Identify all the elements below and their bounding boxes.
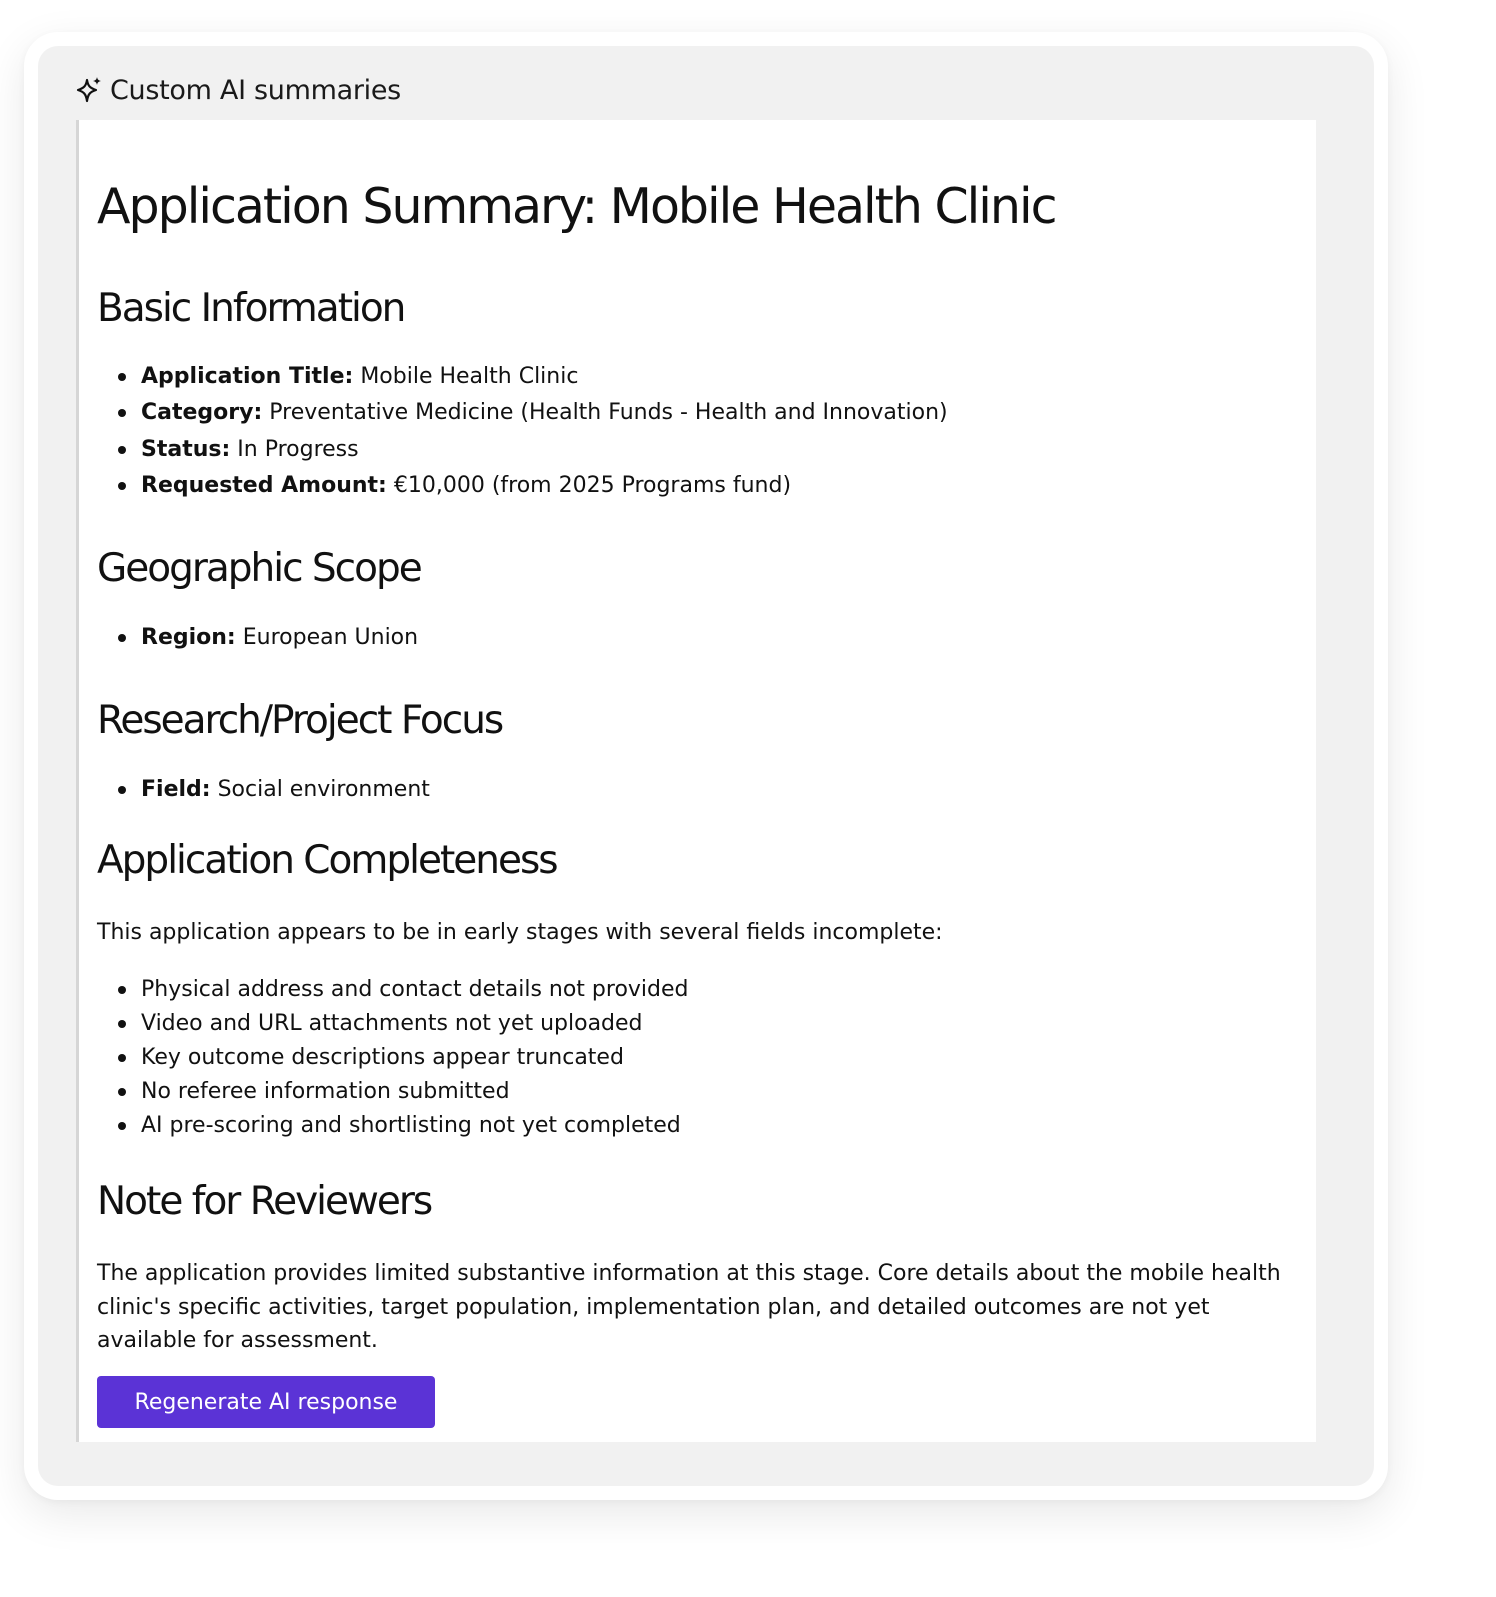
field-label: Requested Amount: xyxy=(141,472,387,498)
field-value: In Progress xyxy=(237,436,359,462)
geographic-scope-list xyxy=(97,620,418,656)
summary-title: Application Summary: Mobile Health Clinic xyxy=(97,178,1056,235)
list-item: AI pre-scoring and shortlisting not yet completed xyxy=(97,1109,689,1143)
reviewer-note-text: The application provides limited substantive information at this stage. Core details about the mobile health clinic's specific activities, target population, implementation plan, and detailed outcomes are not yet available for assessment. xyxy=(97,1261,1281,1353)
basic-info-heading: Basic Information xyxy=(97,286,405,331)
field-label: Application Title: xyxy=(141,364,354,389)
list-item xyxy=(97,772,430,808)
geographic-scope-heading: Geographic Scope xyxy=(97,546,421,591)
field-label: Field: xyxy=(141,777,211,802)
list-item: Key outcome descriptions appear truncated xyxy=(97,1041,689,1075)
list-item xyxy=(97,620,418,656)
field-value: European Union xyxy=(242,625,419,650)
summary-content xyxy=(76,120,1316,1442)
reviewer-note-heading: Note for Reviewers xyxy=(97,1179,432,1224)
regenerate-ai-response-button[interactable]: Regenerate AI response xyxy=(97,1376,435,1428)
field-value: Preventative Medicine (Health Funds - Health and Innovation) xyxy=(269,400,948,426)
completeness-intro: This application appears to be in early stages with several fields incomplete: xyxy=(97,920,943,945)
list-item: No referee information submitted xyxy=(97,1075,689,1109)
panel-header xyxy=(74,70,401,110)
list-item xyxy=(97,395,948,431)
list-item: Physical address and contact details not provided xyxy=(97,973,689,1007)
list-item xyxy=(97,432,948,468)
field-label: Category: xyxy=(141,400,263,426)
completeness-list xyxy=(97,973,689,1143)
panel-title: Custom AI summaries xyxy=(110,74,401,106)
sparkle-icon xyxy=(74,75,104,105)
field-label: Status: xyxy=(141,436,231,462)
list-item xyxy=(97,359,948,395)
list-item: Video and URL attachments not yet uploaded xyxy=(97,1007,689,1041)
field-value: Mobile Health Clinic xyxy=(360,364,579,389)
research-focus-heading: Research/Project Focus xyxy=(97,698,503,743)
list-item xyxy=(97,468,948,504)
field-value: €10,000 (from 2025 Programs fund) xyxy=(393,472,792,498)
research-focus-list xyxy=(97,772,430,808)
field-label: Region: xyxy=(141,625,236,650)
basic-info-list xyxy=(97,359,948,504)
field-value: Social environment xyxy=(217,777,430,802)
completeness-heading: Application Completeness xyxy=(97,838,557,883)
